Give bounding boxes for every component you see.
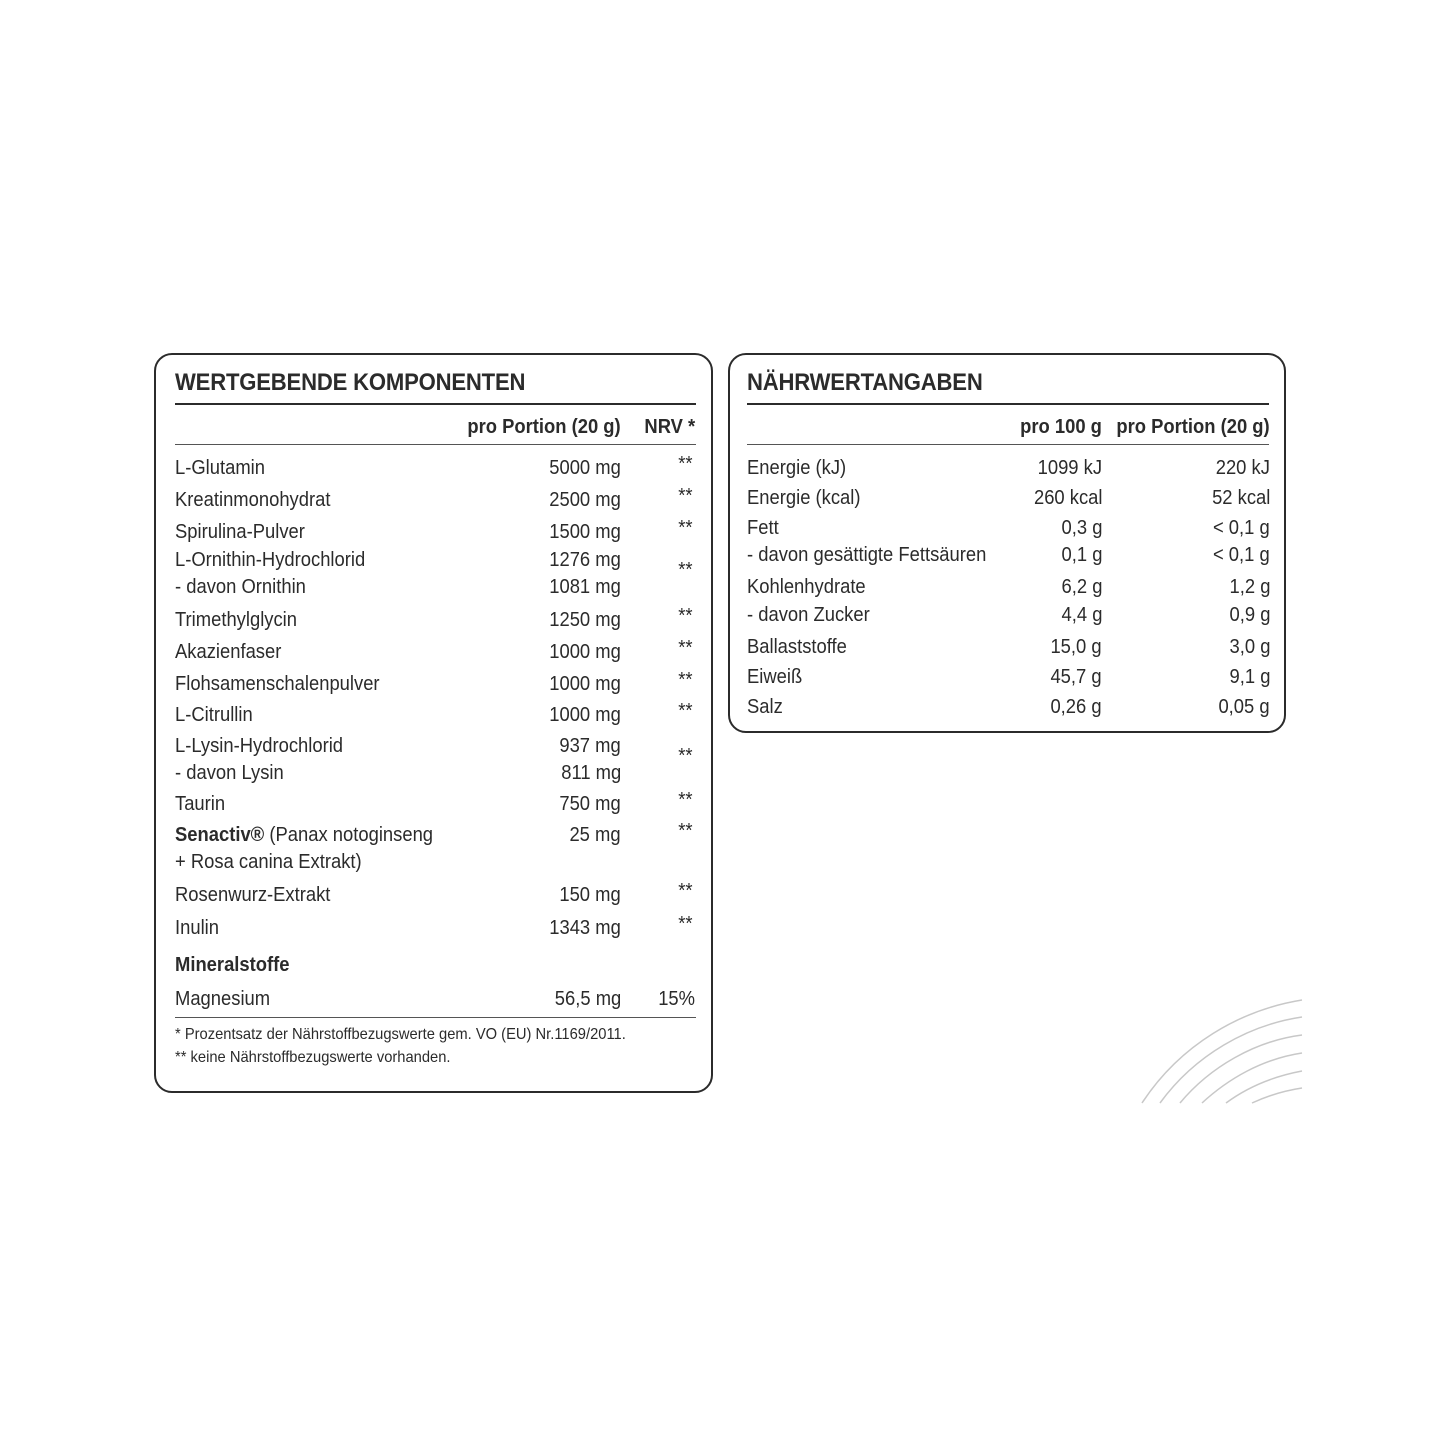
ingredient-name: Inulin: [175, 917, 219, 939]
table-row: [156, 637, 711, 664]
nutrient-portion: 52 kcal: [1211, 487, 1270, 509]
components-panel: [154, 353, 713, 1093]
table-row: [730, 575, 1284, 599]
nutrient-name: Energie (kcal): [747, 487, 861, 509]
table-row: [156, 987, 711, 1011]
table-row: [156, 913, 711, 940]
ingredient-amount: 1276 mg: [549, 549, 621, 571]
ingredient-nrv: **: [678, 517, 693, 539]
table-row: [156, 605, 711, 632]
table-row: [156, 548, 711, 602]
nutrient-per100: 0,3 g: [1061, 517, 1102, 539]
nutrient-name: Kohlenhydrate: [747, 576, 866, 598]
footnote-none: ** keine Nährstoffbezugswerte vorhanden.: [175, 1049, 451, 1066]
nutrient-portion: < 0,1 g: [1213, 517, 1270, 539]
table-row: [730, 516, 1284, 540]
nutrient-portion: 0,05 g: [1218, 696, 1270, 718]
ingredient-subname: - davon Lysin: [175, 762, 284, 784]
nutrient-portion: 3,0 g: [1229, 636, 1270, 658]
table-row: [730, 456, 1284, 480]
table-row: [156, 880, 711, 907]
ingredient-subname: - davon Ornithin: [175, 576, 306, 598]
table-row: [156, 517, 711, 544]
ingredient-nrv: **: [678, 669, 693, 691]
ingredient-nrv: **: [678, 485, 693, 507]
ingredient-name: L-Lysin-Hydrochlorid: [175, 735, 344, 757]
ingredient-name: Rosenwurz-Extrakt: [175, 884, 331, 906]
nutrition-panel: [728, 353, 1286, 733]
ingredient-amount: 937 mg: [559, 735, 621, 757]
ingredient-amount: 1343 mg: [549, 917, 621, 939]
ingredient-amount: 750 mg: [559, 793, 621, 815]
components-title: WERTGEBENDE KOMPONENTEN: [175, 369, 526, 396]
nutrient-portion: 220 kJ: [1215, 457, 1270, 479]
nutrient-name: Salz: [747, 696, 783, 718]
ingredient-amount: 1000 mg: [549, 641, 621, 663]
nutrient-name: - davon gesättigte Fettsäuren: [747, 544, 987, 566]
mineral-nrv: 15%: [658, 988, 695, 1010]
nutrient-per100: 0,1 g: [1061, 544, 1102, 566]
ingredient-subname: + Rosa canina Extrakt): [175, 851, 362, 873]
nutrient-name: Energie (kJ): [747, 457, 847, 479]
table-row: [156, 789, 711, 816]
table-row: [156, 734, 711, 788]
table-row: [730, 635, 1284, 659]
ingredient-name-rest: (Panax notoginseng: [264, 824, 434, 846]
ingredient-amount: 1500 mg: [549, 521, 621, 543]
nutrient-per100: 260 kcal: [1033, 487, 1102, 509]
footer-divider: [175, 1017, 696, 1018]
ingredient-name: L-Glutamin: [175, 457, 265, 479]
ingredient-amount: 1000 mg: [549, 673, 621, 695]
nutrient-per100: 45,7 g: [1050, 666, 1102, 688]
nutrient-per100: 0,26 g: [1050, 696, 1102, 718]
ingredient-amount: 1250 mg: [549, 609, 621, 631]
table-row: [730, 665, 1284, 689]
table-row: [156, 453, 711, 480]
ingredient-name: Trimethylglycin: [175, 609, 298, 631]
nutrient-per100: 15,0 g: [1050, 636, 1102, 658]
nutrient-per100: 6,2 g: [1061, 576, 1102, 598]
table-row: [730, 603, 1284, 627]
ingredient-name: L-Citrullin: [175, 704, 253, 726]
table-row: [156, 700, 711, 727]
ingredient-amount: 1000 mg: [549, 704, 621, 726]
ingredient-amount: 2500 mg: [549, 489, 621, 511]
ingredient-subamount: 1081 mg: [549, 576, 621, 598]
ingredient-name: Kreatinmonohydrat: [175, 489, 331, 511]
nutrient-name: Eiweiß: [747, 666, 803, 688]
nutrient-portion: 1,2 g: [1229, 576, 1270, 598]
nutrient-portion: 9,1 g: [1229, 666, 1270, 688]
col-header-portion: pro Portion (20 g): [467, 416, 621, 438]
nutrient-name: Ballaststoffe: [747, 636, 847, 658]
ingredient-name: Taurin: [175, 793, 226, 815]
ingredient-name: Spirulina-Pulver: [175, 521, 305, 543]
ingredient-amount: 25 mg: [569, 824, 621, 846]
ingredient-name: Akazienfaser: [175, 641, 282, 663]
nutrient-per100: 4,4 g: [1061, 604, 1102, 626]
title-divider: [175, 403, 696, 405]
table-row: [156, 485, 711, 512]
col-header-100g: pro 100 g: [1020, 416, 1102, 438]
ingredient-nrv: **: [678, 605, 693, 627]
ingredient-name: [175, 823, 433, 847]
nutrient-per100: 1099 kJ: [1037, 457, 1102, 479]
table-row: [156, 669, 711, 696]
ingredient-nrv: **: [678, 880, 693, 902]
table-row: [730, 486, 1284, 510]
col-header-portion: pro Portion (20 g): [1116, 416, 1270, 438]
brand-name: Senactiv®: [175, 824, 265, 846]
decorative-arcs: [1140, 995, 1305, 1105]
mineral-name: Magnesium: [175, 988, 271, 1010]
section-minerals: Mineralstoffe: [175, 954, 290, 976]
ingredient-nrv: **: [678, 637, 693, 659]
nutrient-portion: 0,9 g: [1229, 604, 1270, 626]
header-divider: [175, 444, 696, 445]
header-divider: [747, 444, 1269, 445]
ingredient-nrv: **: [678, 820, 693, 842]
ingredient-name: L-Ornithin-Hydrochlorid: [175, 549, 366, 571]
ingredient-nrv: **: [678, 453, 693, 475]
col-header-nrv: NRV *: [644, 416, 695, 438]
ingredient-subamount: 811 mg: [560, 762, 621, 784]
ingredient-nrv: **: [678, 559, 693, 581]
ingredient-nrv: **: [678, 700, 693, 722]
ingredient-nrv: **: [678, 913, 693, 935]
nutrient-name: - davon Zucker: [747, 604, 870, 626]
ingredient-nrv: **: [678, 789, 693, 811]
ingredient-name: Flohsamenschalenpulver: [175, 673, 380, 695]
footnote-nrv: * Prozentsatz der Nährstoffbezugswerte gem. VO (EU) Nr.1169/2011.: [175, 1026, 626, 1043]
ingredient-amount: 5000 mg: [549, 457, 621, 479]
table-row: [156, 820, 711, 877]
title-divider: [747, 403, 1269, 405]
ingredient-amount: 150 mg: [559, 884, 621, 906]
nutrient-name: Fett: [747, 517, 779, 539]
table-row: [730, 543, 1284, 567]
ingredient-nrv: **: [678, 745, 693, 767]
nutrient-portion: < 0,1 g: [1213, 544, 1270, 566]
mineral-amount: 56,5 mg: [554, 988, 621, 1010]
table-row: [730, 695, 1284, 719]
nutrition-title: NÄHRWERTANGABEN: [747, 369, 983, 396]
